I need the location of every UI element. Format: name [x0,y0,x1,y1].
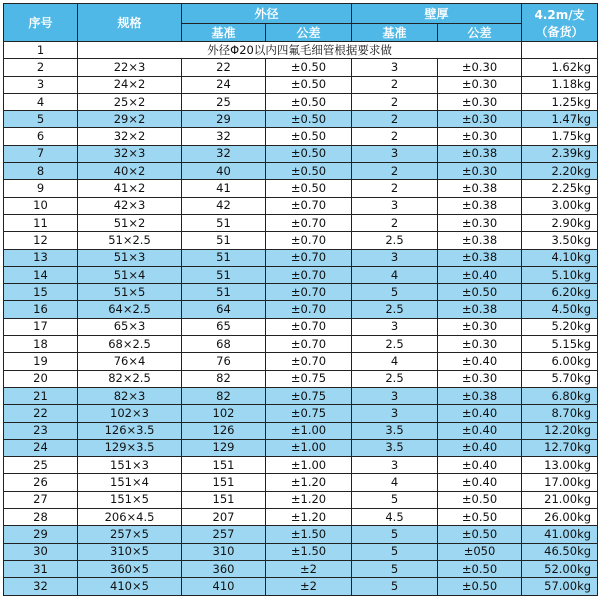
cell-od-tolerance: ±1.00 [266,457,352,474]
cell-wt-basis: 3 [352,457,438,474]
cell-weight: 52.00kg [522,560,598,577]
cell-od-tolerance: ±0.70 [266,232,352,249]
cell-spec: 51×3 [78,249,182,266]
cell-od-basis: 360 [182,560,266,577]
note-seq: 1 [4,42,78,59]
cell-weight: 57.00kg [522,578,598,595]
cell-wt-tolerance: ±0.50 [438,284,522,301]
cell-wt-basis: 3 [352,405,438,422]
cell-od-tolerance: ±0.50 [266,59,352,76]
cell-wt-basis: 5 [352,284,438,301]
cell-seq: 9 [4,180,78,197]
cell-spec: 126×3.5 [78,422,182,439]
cell-od-basis: 32 [182,128,266,145]
cell-wt-tolerance: ±0.30 [438,93,522,110]
cell-wt-basis: 3 [352,249,438,266]
cell-seq: 13 [4,249,78,266]
header-wall-thickness: 壁厚 [352,4,522,24]
cell-od-basis: 51 [182,284,266,301]
cell-od-tolerance: ±0.50 [266,76,352,93]
cell-od-tolerance: ±1.20 [266,491,352,508]
cell-od-tolerance: ±0.50 [266,163,352,180]
cell-wt-basis: 3 [352,145,438,162]
table-row [4,214,598,231]
cell-seq: 24 [4,439,78,456]
cell-od-tolerance: ±0.75 [266,370,352,387]
cell-od-tolerance: ±0.70 [266,197,352,214]
cell-seq: 21 [4,387,78,404]
table-row [4,76,598,93]
cell-seq: 10 [4,197,78,214]
cell-od-tolerance: ±0.50 [266,180,352,197]
cell-spec: 360×5 [78,560,182,577]
cell-wt-basis: 2 [352,214,438,231]
cell-seq: 32 [4,578,78,595]
cell-od-tolerance: ±0.70 [266,284,352,301]
cell-seq: 8 [4,163,78,180]
cell-od-tolerance: ±0.50 [266,145,352,162]
cell-od-basis: 41 [182,180,266,197]
note-row [4,42,598,59]
cell-od-tolerance: ±0.75 [266,405,352,422]
cell-od-basis: 151 [182,474,266,491]
cell-weight: 4.10kg [522,249,598,266]
cell-wt-tolerance: ±0.40 [438,439,522,456]
table-row [4,301,598,318]
cell-spec: 42×3 [78,197,182,214]
table-row [4,491,598,508]
header-weight-line2: （备货） [535,24,584,39]
header-od-tolerance: 公差 [266,24,352,42]
header-seq: 序号 [4,4,78,42]
cell-weight: 12.70kg [522,439,598,456]
cell-seq: 12 [4,232,78,249]
table-row [4,318,598,335]
cell-seq: 2 [4,59,78,76]
cell-seq: 26 [4,474,78,491]
cell-wt-basis: 2.5 [352,336,438,353]
cell-weight: 5.70kg [522,370,598,387]
cell-seq: 25 [4,457,78,474]
cell-weight: 17.00kg [522,474,598,491]
header-spec: 规格 [78,4,182,42]
cell-spec: 82×2.5 [78,370,182,387]
cell-seq: 30 [4,543,78,560]
cell-weight: 2.90kg [522,214,598,231]
cell-weight: 26.00kg [522,509,598,526]
cell-spec: 40×2 [78,163,182,180]
table-header [4,4,598,42]
header-wt-basis: 基准 [352,24,438,42]
cell-seq: 4 [4,93,78,110]
cell-wt-basis: 2.5 [352,301,438,318]
cell-od-basis: 65 [182,318,266,335]
cell-wt-basis: 4 [352,266,438,283]
cell-wt-tolerance: ±0.38 [438,180,522,197]
cell-spec: 151×4 [78,474,182,491]
cell-od-basis: 42 [182,197,266,214]
cell-od-tolerance: ±1.00 [266,439,352,456]
table-row [4,422,598,439]
cell-wt-tolerance: ±0.40 [438,266,522,283]
cell-weight: 5.10kg [522,266,598,283]
cell-od-tolerance: ±0.75 [266,387,352,404]
cell-wt-tolerance: ±0.40 [438,474,522,491]
cell-od-basis: 207 [182,509,266,526]
cell-weight: 6.20kg [522,284,598,301]
cell-seq: 23 [4,422,78,439]
cell-wt-basis: 2 [352,111,438,128]
table-row [4,232,598,249]
cell-wt-tolerance: ±0.50 [438,526,522,543]
cell-seq: 27 [4,491,78,508]
cell-wt-basis: 3 [352,387,438,404]
cell-wt-basis: 3.5 [352,422,438,439]
cell-seq: 18 [4,336,78,353]
table-body [4,42,598,596]
cell-spec: 151×3 [78,457,182,474]
cell-od-tolerance: ±0.70 [266,266,352,283]
cell-wt-tolerance: ±0.30 [438,370,522,387]
table-row [4,128,598,145]
cell-spec: 76×4 [78,353,182,370]
cell-od-basis: 257 [182,526,266,543]
header-outer-diameter: 外径 [182,4,352,24]
cell-weight: 13.00kg [522,457,598,474]
cell-od-tolerance: ±0.70 [266,318,352,335]
cell-wt-basis: 3 [352,59,438,76]
table-row [4,145,598,162]
table-row [4,439,598,456]
table-row [4,59,598,76]
cell-wt-tolerance: ±0.38 [438,249,522,266]
cell-weight: 1.75kg [522,128,598,145]
cell-weight: 1.18kg [522,76,598,93]
cell-weight: 3.50kg [522,232,598,249]
cell-wt-tolerance: ±0.38 [438,387,522,404]
cell-od-tolerance: ±0.70 [266,301,352,318]
cell-spec: 51×4 [78,266,182,283]
cell-seq: 15 [4,284,78,301]
cell-od-tolerance: ±0.70 [266,353,352,370]
cell-spec: 51×2.5 [78,232,182,249]
cell-od-basis: 68 [182,336,266,353]
cell-weight: 2.39kg [522,145,598,162]
cell-seq: 29 [4,526,78,543]
cell-seq: 6 [4,128,78,145]
cell-wt-basis: 3.5 [352,439,438,456]
cell-od-basis: 51 [182,249,266,266]
cell-wt-tolerance: ±0.30 [438,318,522,335]
cell-od-tolerance: ±0.50 [266,111,352,128]
table-row [4,387,598,404]
cell-od-tolerance: ±2 [266,578,352,595]
cell-od-basis: 25 [182,93,266,110]
cell-seq: 11 [4,214,78,231]
cell-weight: 21.00kg [522,491,598,508]
cell-spec: 25×2 [78,93,182,110]
table-row [4,353,598,370]
cell-weight: 8.70kg [522,405,598,422]
cell-wt-tolerance: ±0.40 [438,457,522,474]
cell-wt-tolerance: ±0.50 [438,578,522,595]
cell-wt-basis: 2 [352,180,438,197]
table-row [4,405,598,422]
cell-od-basis: 51 [182,266,266,283]
cell-od-basis: 51 [182,232,266,249]
cell-od-tolerance: ±0.70 [266,249,352,266]
cell-wt-basis: 4 [352,474,438,491]
cell-wt-tolerance: ±0.50 [438,491,522,508]
cell-spec: 24×2 [78,76,182,93]
cell-spec: 310×5 [78,543,182,560]
cell-spec: 82×3 [78,387,182,404]
header-weight-line1: 4.2m/支 [534,7,585,22]
cell-od-basis: 310 [182,543,266,560]
cell-spec: 206×4.5 [78,509,182,526]
table-row [4,578,598,595]
cell-spec: 64×2.5 [78,301,182,318]
cell-od-basis: 64 [182,301,266,318]
cell-wt-basis: 4 [352,353,438,370]
table-row [4,284,598,301]
cell-weight: 1.62kg [522,59,598,76]
cell-od-basis: 32 [182,145,266,162]
cell-od-basis: 82 [182,387,266,404]
cell-spec: 22×3 [78,59,182,76]
cell-wt-basis: 5 [352,491,438,508]
cell-od-tolerance: ±1.00 [266,422,352,439]
cell-wt-basis: 5 [352,526,438,543]
cell-weight: 6.80kg [522,387,598,404]
cell-wt-basis: 2.5 [352,232,438,249]
cell-spec: 151×5 [78,491,182,508]
ptfe-tube-spec-sheet [3,3,597,596]
cell-od-basis: 151 [182,491,266,508]
cell-weight: 6.00kg [522,353,598,370]
cell-od-basis: 410 [182,578,266,595]
header-od-basis: 基准 [182,24,266,42]
cell-wt-tolerance: ±0.30 [438,111,522,128]
cell-od-tolerance: ±0.70 [266,336,352,353]
cell-weight: 12.20kg [522,422,598,439]
cell-weight: 46.50kg [522,543,598,560]
table-row [4,111,598,128]
cell-spec: 68×2.5 [78,336,182,353]
cell-od-tolerance: ±1.50 [266,543,352,560]
cell-spec: 129×3.5 [78,439,182,456]
cell-seq: 14 [4,266,78,283]
cell-seq: 3 [4,76,78,93]
cell-spec: 29×2 [78,111,182,128]
cell-wt-basis: 3 [352,318,438,335]
cell-spec: 32×3 [78,145,182,162]
cell-weight: 1.25kg [522,93,598,110]
cell-od-tolerance: ±1.20 [266,509,352,526]
cell-wt-basis: 5 [352,560,438,577]
cell-spec: 51×5 [78,284,182,301]
table-row [4,560,598,577]
cell-weight: 4.50kg [522,301,598,318]
table-row [4,336,598,353]
cell-od-basis: 76 [182,353,266,370]
cell-wt-tolerance: ±0.30 [438,336,522,353]
spec-table [3,3,598,596]
cell-seq: 20 [4,370,78,387]
cell-wt-tolerance: ±0.50 [438,509,522,526]
cell-od-basis: 129 [182,439,266,456]
cell-seq: 17 [4,318,78,335]
table-row [4,509,598,526]
note-weight-empty [522,42,598,59]
cell-wt-basis: 5 [352,543,438,560]
table-row [4,163,598,180]
table-row [4,197,598,214]
cell-wt-basis: 2 [352,93,438,110]
cell-seq: 19 [4,353,78,370]
cell-weight: 41.00kg [522,526,598,543]
cell-od-tolerance: ±1.20 [266,474,352,491]
cell-od-tolerance: ±0.50 [266,128,352,145]
cell-od-basis: 24 [182,76,266,93]
cell-wt-tolerance: ±0.50 [438,560,522,577]
cell-od-basis: 22 [182,59,266,76]
cell-wt-basis: 3 [352,197,438,214]
cell-spec: 41×2 [78,180,182,197]
cell-wt-tolerance: ±0.40 [438,422,522,439]
cell-wt-tolerance: ±0.38 [438,145,522,162]
cell-seq: 31 [4,560,78,577]
table-row [4,266,598,283]
cell-wt-tolerance: ±0.40 [438,353,522,370]
cell-seq: 5 [4,111,78,128]
cell-spec: 102×3 [78,405,182,422]
table-row [4,474,598,491]
table-row [4,180,598,197]
table-row [4,543,598,560]
cell-od-tolerance: ±0.70 [266,214,352,231]
cell-weight: 1.47kg [522,111,598,128]
cell-weight: 2.25kg [522,180,598,197]
cell-od-basis: 82 [182,370,266,387]
cell-wt-basis: 5 [352,578,438,595]
cell-weight: 5.20kg [522,318,598,335]
header-weight [522,4,598,42]
cell-od-basis: 40 [182,163,266,180]
cell-spec: 257×5 [78,526,182,543]
cell-wt-tolerance: ±0.40 [438,405,522,422]
cell-od-basis: 51 [182,214,266,231]
cell-wt-basis: 2.5 [352,370,438,387]
cell-wt-tolerance: ±050 [438,543,522,560]
cell-od-tolerance: ±2 [266,560,352,577]
note-text: 外径Φ20以内四氟毛细管根据要求做 [78,42,522,59]
table-row [4,249,598,266]
cell-wt-tolerance: ±0.30 [438,59,522,76]
cell-wt-tolerance: ±0.30 [438,128,522,145]
cell-wt-tolerance: ±0.30 [438,163,522,180]
cell-weight: 3.00kg [522,197,598,214]
cell-wt-tolerance: ±0.30 [438,76,522,93]
table-row [4,526,598,543]
cell-od-tolerance: ±0.50 [266,93,352,110]
cell-wt-basis: 2 [352,76,438,93]
cell-spec: 65×3 [78,318,182,335]
cell-od-tolerance: ±1.50 [266,526,352,543]
cell-wt-tolerance: ±0.38 [438,301,522,318]
cell-seq: 22 [4,405,78,422]
cell-od-basis: 126 [182,422,266,439]
cell-od-basis: 29 [182,111,266,128]
cell-wt-basis: 2 [352,163,438,180]
cell-od-basis: 102 [182,405,266,422]
cell-spec: 32×2 [78,128,182,145]
cell-wt-basis: 4.5 [352,509,438,526]
cell-spec: 51×2 [78,214,182,231]
cell-wt-tolerance: ±0.38 [438,232,522,249]
cell-seq: 7 [4,145,78,162]
cell-spec: 410×5 [78,578,182,595]
cell-wt-tolerance: ±0.38 [438,197,522,214]
cell-od-basis: 151 [182,457,266,474]
table-row [4,457,598,474]
cell-weight: 2.20kg [522,163,598,180]
cell-wt-basis: 2 [352,128,438,145]
header-wt-tolerance: 公差 [438,24,522,42]
cell-seq: 28 [4,509,78,526]
cell-wt-tolerance: ±0.30 [438,214,522,231]
cell-seq: 16 [4,301,78,318]
table-row [4,93,598,110]
cell-weight: 5.15kg [522,336,598,353]
table-row [4,370,598,387]
